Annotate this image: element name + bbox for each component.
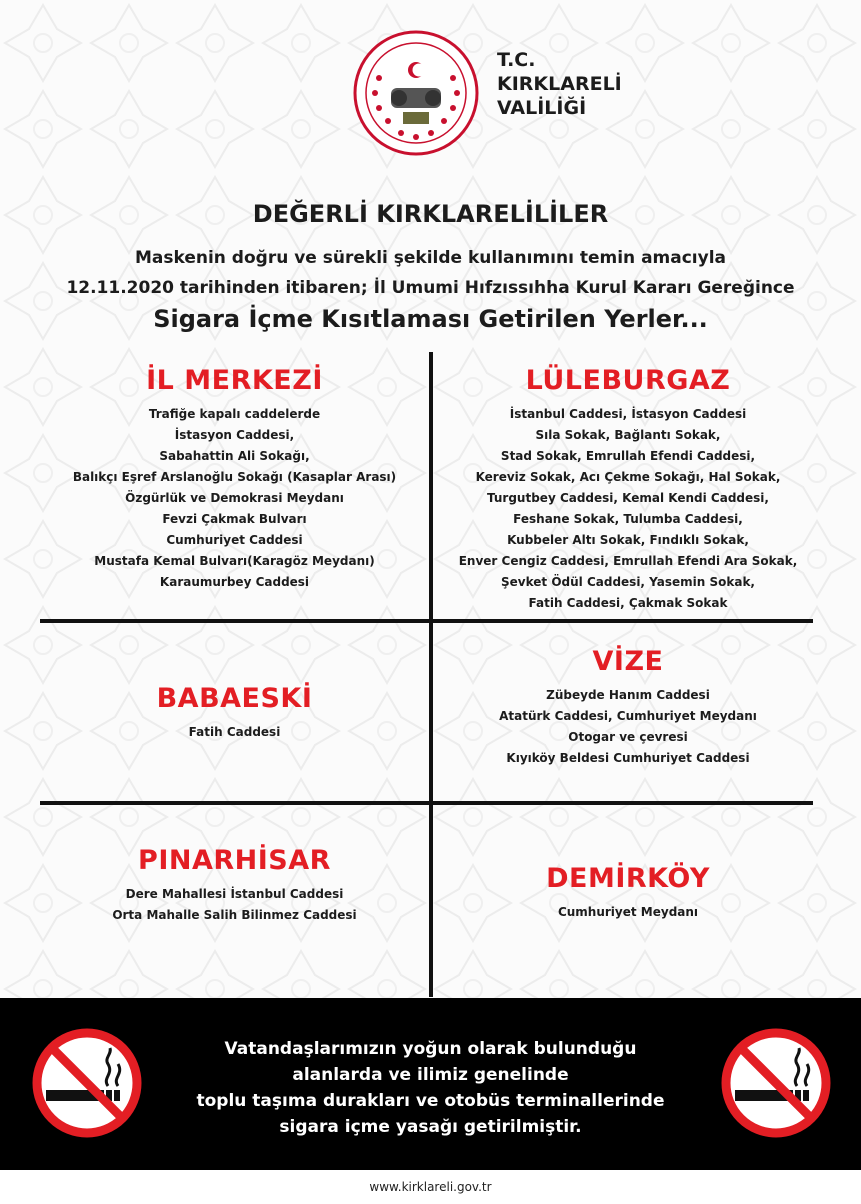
street-item: Sıla Sokak, Bağlantı Sokak,	[535, 428, 721, 442]
street-item: Atatürk Caddesi, Cumhuriyet Meydanı	[499, 709, 757, 723]
street-item: Karaumurbey Caddesi	[159, 575, 310, 589]
street-item: Mustafa Kemal Bulvarı(Karagöz Meydanı)	[94, 554, 375, 568]
region-il-merkezi	[40, 365, 429, 593]
region-title: LÜLEBURGAZ	[525, 365, 731, 396]
region-luleburgaz	[433, 365, 823, 614]
no-smoking-icon	[721, 1028, 831, 1138]
street-item: Fatih Caddesi, Çakmak Sokak	[528, 596, 728, 610]
street-item: Balıkçı Eşref Arslanoğlu Sokağı (Kasaplar Arası)	[72, 470, 397, 484]
street-item: Orta Mahalle Salih Bilinmez Caddesi	[112, 908, 357, 922]
intro-text	[0, 243, 861, 303]
website-link[interactable]: www.kirklareli.gov.tr	[369, 1180, 492, 1194]
street-item: Dere Mahallesi İstanbul Caddesi	[125, 887, 344, 901]
street-item: İstasyon Caddesi,	[174, 428, 295, 442]
street-item: Zübeyde Hanım Caddesi	[546, 688, 710, 702]
grid-horizontal-divider	[40, 801, 813, 805]
street-list	[40, 404, 429, 593]
org-line: KIRKLARELİ	[497, 73, 622, 95]
org-line: T.C.	[497, 49, 536, 71]
street-list	[40, 884, 429, 926]
region-title: BABAESKİ	[156, 683, 313, 714]
intro-line: 12.11.2020 tarihinden itibaren; İl Umumi Hıfzıssıhha Kurul Kararı Gereğince	[66, 278, 795, 298]
street-item: Cumhuriyet Caddesi	[166, 533, 303, 547]
region-title: PINARHİSAR	[138, 845, 331, 876]
intro-line: Maskenin doğru ve sürekli şekilde kullanımını temin amacıyla	[134, 248, 727, 268]
grid-horizontal-divider	[40, 619, 813, 623]
street-item: Stad Sokak, Emrullah Efendi Caddesi,	[500, 449, 756, 463]
street-item: Turgutbey Caddesi, Kemal Kendi Caddesi,	[487, 491, 769, 505]
street-item: Şevket Ödül Caddesi, Yasemin Sokak,	[501, 575, 755, 589]
region-title: VİZE	[592, 646, 664, 677]
street-item: Cumhuriyet Meydanı	[557, 905, 699, 919]
street-item: Kereviz Sokak, Acı Çekme Sokağı, Hal Sokak,	[475, 470, 781, 484]
footer-line: alanlarda ve ilimiz genelinde	[292, 1065, 569, 1085]
region-demirkoy	[433, 863, 823, 923]
street-item: Enver Cengiz Caddesi, Emrullah Efendi Ara Sokak,	[458, 554, 798, 568]
street-item: Otogar ve çevresi	[568, 730, 688, 744]
organization-name	[497, 48, 622, 120]
footer-message	[150, 1036, 711, 1140]
street-item: Trafiğe kapalı caddelerde	[148, 407, 321, 421]
street-list	[40, 722, 429, 743]
street-item: Kıyıköy Beldesi Cumhuriyet Caddesi	[506, 751, 750, 765]
street-item: Fevzi Çakmak Bulvarı	[162, 512, 307, 526]
footer-line: Vatandaşlarımızın yoğun olarak bulunduğu	[224, 1039, 637, 1059]
subtitle: Sigara İçme Kısıtlaması Getirilen Yerler...	[153, 305, 708, 333]
org-line: VALİLİĞİ	[497, 97, 587, 119]
street-item: Feshane Sokak, Tulumba Caddesi,	[513, 512, 743, 526]
header	[0, 0, 861, 175]
region-vize	[433, 646, 823, 769]
street-list	[433, 404, 823, 614]
region-title: DEMİRKÖY	[546, 863, 710, 894]
street-item: Kubbeler Altı Sokak, Fındıklı Sokak,	[507, 533, 749, 547]
street-list	[433, 902, 823, 923]
region-pinarhisar	[40, 845, 429, 926]
footer-line: toplu taşıma durakları ve otobüs terminallerinde	[196, 1091, 665, 1111]
footer-banner	[0, 998, 861, 1170]
street-list	[433, 685, 823, 769]
no-smoking-icon	[32, 1028, 142, 1138]
street-item: Fatih Caddesi	[188, 725, 281, 739]
region-babaeski	[40, 683, 429, 743]
main-title: DEĞERLİ KIRKLARELİLİLER	[252, 200, 609, 228]
street-item: İstanbul Caddesi, İstasyon Caddesi	[509, 407, 747, 421]
footer-line: sigara içme yasağı getirilmiştir.	[279, 1117, 582, 1137]
street-item: Özgürlük ve Demokrasi Meydanı	[125, 491, 344, 505]
region-title: İL MERKEZİ	[146, 365, 323, 396]
governorship-emblem	[353, 30, 479, 156]
street-item: Sabahattin Ali Sokağı,	[159, 449, 310, 463]
